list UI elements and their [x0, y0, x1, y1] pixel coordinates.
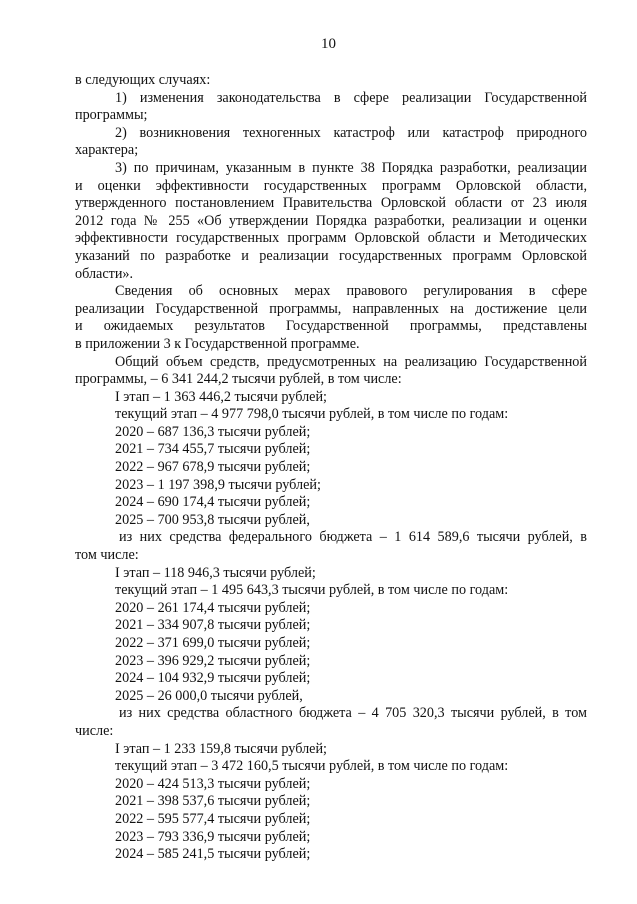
text-line: 2021 – 734 455,7 тысячи рублей; — [115, 441, 311, 458]
text-line: из них средства федерального бюджета – 1 614 589,6 тысячи рублей, в — [119, 529, 587, 546]
text-line: утвержденного постановлением Правительства Орловской области от 23 июля — [75, 195, 587, 212]
text-line: числе: — [75, 722, 114, 739]
text-line: 1) изменения законодательства в сфере реализации Государственной — [115, 89, 587, 106]
text-line: 2) возникновения техногенных катастроф или катастроф природного — [115, 124, 587, 141]
text-line: области». — [75, 265, 134, 282]
text-line: 2023 – 1 197 398,9 тысячи рублей; — [115, 476, 321, 493]
text-line: I этап – 118 946,3 тысячи рублей; — [115, 564, 316, 581]
text-line: 2022 – 967 678,9 тысячи рублей; — [115, 459, 311, 476]
text-line: программы, – 6 341 244,2 тысячи рублей, в том числе: — [75, 371, 402, 388]
text-line: 2022 – 595 577,4 тысячи рублей; — [115, 810, 311, 827]
text-line: том числе: — [75, 547, 139, 564]
text-line: текущий этап – 4 977 798,0 тысячи рублей, в том числе по годам: — [115, 406, 509, 423]
text-line: 2025 – 26 000,0 тысячи рублей, — [115, 687, 303, 704]
text-line: характера; — [75, 142, 139, 159]
text-line: программы; — [75, 107, 148, 124]
page-number: 10 — [321, 36, 336, 52]
document-body — [75, 72, 587, 864]
text-line: 2022 – 371 699,0 тысячи рублей; — [115, 635, 311, 651]
text-line: текущий этап – 3 472 160,5 тысячи рублей, в том числе по годам: — [115, 758, 509, 775]
text-line: 2024 – 104 932,9 тысячи рублей; — [115, 670, 311, 687]
text-line: I этап – 1 233 159,8 тысячи рублей; — [115, 740, 327, 757]
text-line: Общий объем средств, предусмотренных на реализацию Государственной — [115, 353, 587, 370]
text-line: 2012 года № 255 «Об утверждении Порядка разработки, реализации и оценки — [75, 212, 587, 229]
text-line: 2020 – 424 513,3 тысячи рублей; — [115, 775, 311, 792]
text-line: 2024 – 690 174,4 тысячи рублей; — [115, 494, 311, 511]
text-line: Сведения об основных мерах правового регулирования в сфере — [115, 283, 587, 300]
text-line: указаний по разработке и реализации государственных программ Орловской — [75, 247, 587, 264]
text-line: и оценки эффективности государственных программ Орловской области, — [75, 177, 587, 194]
text-line: 2021 – 398 537,6 тысячи рублей; — [115, 793, 311, 810]
text-line: 3) по причинам, указанным в пункте 38 Порядка разработки, реализации — [115, 159, 587, 176]
text-line: в следующих случаях: — [75, 72, 211, 88]
text-line: 2023 – 793 336,9 тысячи рублей; — [115, 828, 311, 845]
text-line: 2025 – 700 953,8 тысячи рублей, — [115, 511, 310, 528]
text-line: 2023 – 396 929,2 тысячи рублей; — [115, 652, 311, 669]
text-line: 2024 – 585 241,5 тысячи рублей; — [115, 846, 311, 863]
text-line: 2020 – 687 136,3 тысячи рублей; — [115, 423, 311, 440]
text-line: 2021 – 334 907,8 тысячи рублей; — [115, 617, 311, 634]
text-line: из них средства областного бюджета – 4 705 320,3 тысячи рублей, в том — [119, 705, 587, 722]
text-line: реализации Государственной программы, направленных на достижение цели — [75, 300, 587, 317]
text-line: I этап – 1 363 446,2 тысячи рублей; — [115, 388, 327, 405]
text-line: и ожидаемых результатов Государственной программы, представлены — [75, 318, 587, 335]
text-line: 2020 – 261 174,4 тысячи рублей; — [115, 599, 311, 616]
text-line: текущий этап – 1 495 643,3 тысячи рублей, в том числе по годам: — [115, 582, 509, 599]
text-line: в приложении 3 к Государственной программе. — [75, 335, 360, 352]
text-line: эффективности государственных программ Орловской области и Методических — [75, 230, 587, 247]
